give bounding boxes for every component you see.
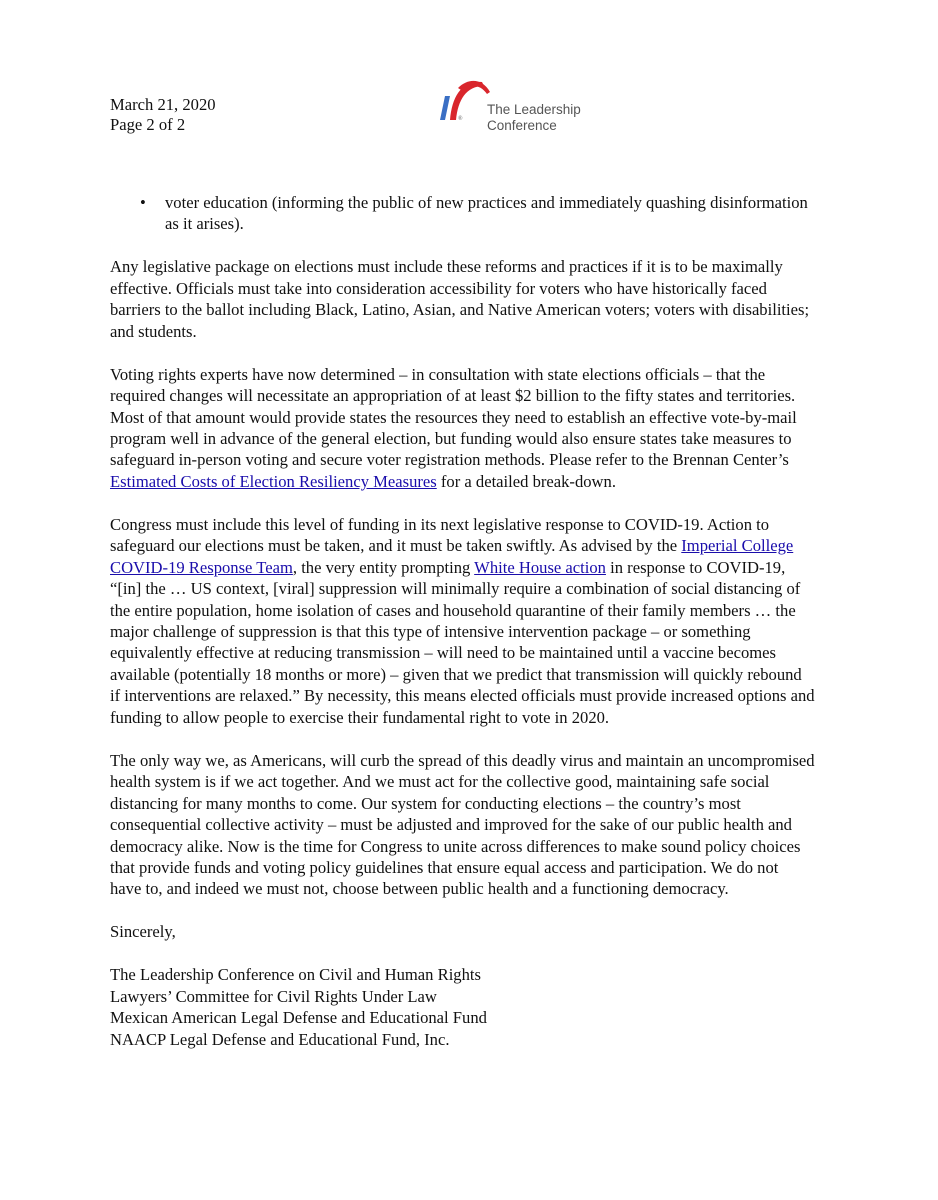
paragraph — [110, 256, 850, 342]
text-segment: funding to allow people to exercise their fundamental right to vote in 2020. — [110, 707, 610, 727]
paragraph-line — [110, 557, 850, 578]
paragraph-line — [110, 750, 850, 771]
signatory: The Leadership Conference on Civil and Human Rights — [110, 965, 481, 985]
text-segment: effective. Officials must take into consideration accessibility for voters who have historically faced — [110, 278, 767, 298]
paragraph-line — [110, 857, 850, 878]
text-segment: major challenge of suppression is that this type of intensive intervention package – or something — [110, 622, 751, 642]
paragraph — [110, 364, 850, 493]
paragraph-line — [110, 471, 850, 492]
paragraph-line — [110, 878, 850, 899]
closing: Sincerely, — [110, 922, 176, 942]
text-segment: have to, and indeed we must not, choose between public health and a functioning democracy. — [110, 879, 729, 899]
hyperlink[interactable]: White House action — [474, 557, 606, 577]
text-segment: program well in advance of the general election, but funding would also ensure states take measures to — [110, 428, 792, 448]
paragraph-line — [110, 385, 850, 406]
text-segment: equivalently effective at reducing transmission – will need to be maintained until a vaccine becomes — [110, 643, 776, 663]
paragraph-line — [110, 578, 850, 599]
hyperlink[interactable]: Imperial College — [681, 536, 794, 556]
hyperlink[interactable]: COVID-19 Response Team — [110, 557, 293, 577]
text-segment: that provide funds and voting policy guidelines that ensure equal access and participation. We do not — [110, 857, 779, 877]
letter-header — [110, 95, 216, 135]
paragraph-line — [110, 514, 850, 535]
letter-body — [110, 192, 850, 1050]
page-number: Page 2 of 2 — [110, 115, 186, 134]
text-segment: “[in] the … US context, [viral] suppression will minimally require a combination of social distancing of — [110, 579, 801, 599]
text-segment: Congress must include this level of funding in its next legislative response to COVID-19. Action to — [110, 514, 770, 534]
paragraph-line — [110, 664, 850, 685]
paragraph-line — [110, 278, 850, 299]
paragraph-line — [110, 836, 850, 857]
text-segment: for a detailed break-down. — [436, 471, 616, 491]
paragraph-line — [110, 814, 850, 835]
signatory: NAACP Legal Defense and Educational Fund, Inc. — [110, 1029, 450, 1049]
paragraph — [110, 750, 850, 900]
text-segment: Most of that amount would provide states the resources they need to establish an effective vote-by-mail — [110, 407, 797, 427]
svg-text:®: ® — [458, 116, 463, 122]
bullet-icon: • — [140, 193, 146, 212]
logo-arch-icon — [432, 74, 492, 124]
paragraph-line — [110, 685, 850, 706]
paragraph-line — [110, 428, 850, 449]
text-segment: health system is if we act together. And we must act for the collective good, maintaining safe social — [110, 772, 770, 792]
text-segment: safeguard in-person voting and secure voter registration methods. Please refer to the Brennan Center’s — [110, 450, 789, 470]
paragraph-line — [110, 642, 850, 663]
text-segment: consequential collective activity – must be adjusted and improved for the sake of our public health and — [110, 815, 792, 835]
paragraph-line — [110, 407, 850, 428]
text-segment: democracy alike. Now is the time for Congress to unite across differences to make sound policy choices — [110, 836, 801, 856]
bullet-line: voter education (informing the public of new practices and immediately quashing disinformation — [165, 193, 808, 212]
date: March 21, 2020 — [110, 95, 216, 114]
paragraph-line — [110, 449, 850, 470]
signatories — [110, 964, 850, 1050]
bullet-item — [110, 192, 850, 235]
paragraph-line — [110, 600, 850, 621]
text-segment: required changes will necessitate an appropriation of at least $2 billion to the fifty states and territories. — [110, 386, 796, 406]
text-segment: and students. — [110, 321, 197, 341]
text-segment: safeguard our elections must be taken, and it must be taken swiftly. As advised by the — [110, 536, 682, 556]
signatory: Lawyers’ Committee for Civil Rights Under Law — [110, 986, 437, 1006]
paragraph-line — [110, 299, 850, 320]
text-segment: Voting rights experts have now determined – in consultation with state elections officials – that the — [110, 364, 766, 384]
paragraph-line — [110, 707, 850, 728]
paragraph — [110, 514, 850, 729]
text-segment: in response to COVID-19, — [605, 557, 786, 577]
text-segment: distancing for many months to come. Our system for conducting elections – the country’s most — [110, 793, 741, 813]
paragraph-line — [110, 771, 850, 792]
text-segment: , the very entity prompting — [292, 557, 475, 577]
hyperlink[interactable]: Estimated Costs of Election Resiliency Measures — [110, 471, 437, 491]
text-segment: Any legislative package on elections must include these reforms and practices if it is to be maximally — [110, 257, 783, 277]
bullet-line: as it arises). — [165, 214, 244, 234]
leadership-conference-logo — [432, 74, 592, 138]
text-segment: barriers to the ballot including Black, Latino, Asian, and Native American voters; voters with disabilities; — [110, 300, 810, 320]
paragraph-line — [110, 793, 850, 814]
logo-text: The Leadership Conference — [487, 102, 581, 133]
text-segment: available (potentially 18 months or more) – given that we predict that transmission will quickly rebound — [110, 664, 802, 684]
text-segment: if interventions are relaxed.” By necessity, this means elected officials must provide increased options and — [110, 686, 815, 706]
paragraph-line — [110, 256, 850, 277]
paragraph-line — [110, 364, 850, 385]
text-segment: the entire population, home isolation of cases and household quarantine of their family members … the — [110, 600, 796, 620]
text-segment: The only way we, as Americans, will curb the spread of this deadly virus and maintain an uncompromised — [110, 750, 815, 770]
paragraph-line — [110, 535, 850, 556]
signatory: Mexican American Legal Defense and Educational Fund — [110, 1008, 487, 1028]
paragraph-line — [110, 621, 850, 642]
paragraph-line — [110, 321, 850, 342]
